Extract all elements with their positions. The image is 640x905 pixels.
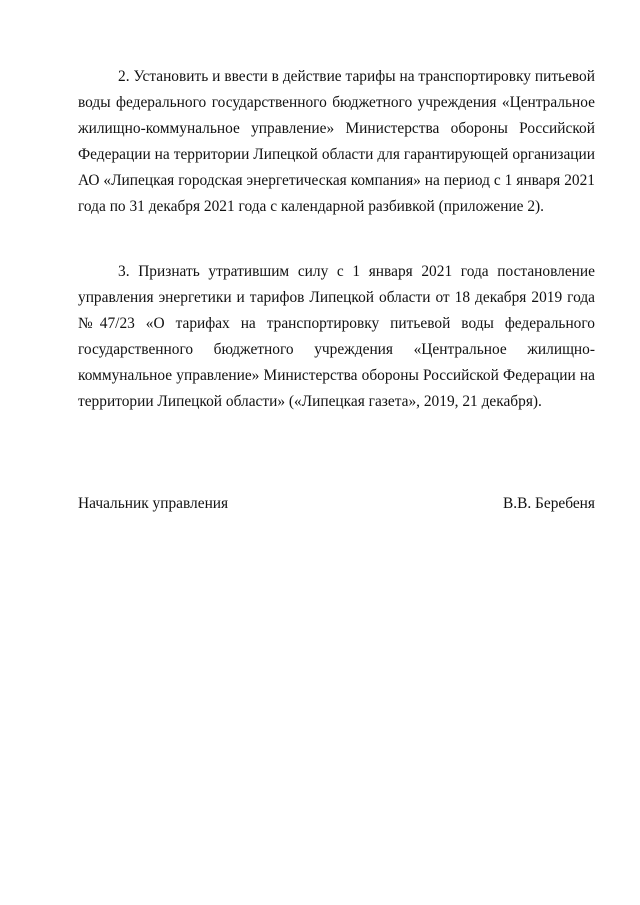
signatory-position: Начальник управления	[78, 495, 229, 512]
signatory-name: В.В. Беребеня	[502, 495, 595, 512]
paragraph-item-3: 3. Признать утратившим силу с 1 января 2021 года постановление управления энергетики и тарифов Липецкой области от 18 декабря 2019 года №47/23 «О тарифах на транспортировку питьевой воды федерального государственного бюджетного учреждения «Центральное жилищно-коммунальное управление» Министерства обороны Российской Федерации на территории Липецкой области» («Липецкая газета», 2019, 21 декабря).	[78, 263, 595, 410]
paragraph-item-2: 2. Установить и ввести в действие тарифы на транспортировку питьевой воды федерального государственного бюджетного учреждения «Центральное жилищно-коммунальное управление» Министерства обороны Российской Федерации на территории Липецкой области для гарантирующей организации АО «Липецкая городская энергетическая компания» на период с 1 января 2021 года по 31 декабря 2021 года с календарной разбивкой (приложение 2).	[78, 68, 595, 215]
signature-block	[78, 493, 595, 515]
